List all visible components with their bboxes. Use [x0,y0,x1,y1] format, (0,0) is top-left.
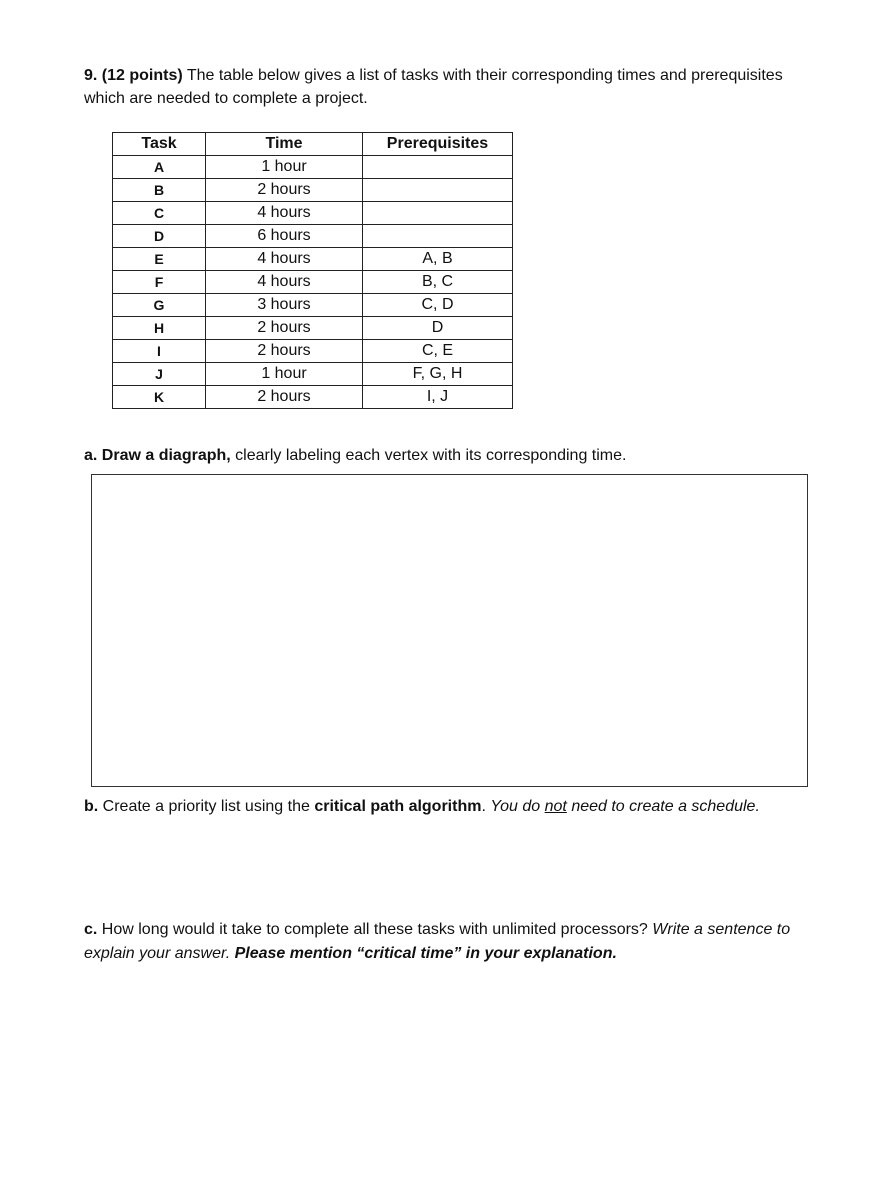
question-number: 9. (12 points) [84,67,183,84]
part-b-bold: critical path algorithm [314,798,482,815]
part-a-text: clearly labeling each vertex with its corresponding time. [230,447,627,464]
table-row [113,340,513,363]
prereq-cell [363,202,513,225]
header-prerequisites: Prerequisites [363,133,513,156]
time-cell: 2 hours [206,340,363,363]
part-b-italic1: You do [490,798,545,815]
diagraph-answer-box[interactable] [91,474,808,787]
prereq-cell: C, D [363,294,513,317]
table-row [113,225,513,248]
time-cell: 4 hours [206,202,363,225]
table-row [113,202,513,225]
part-c-italic: Write a sentence to explain your answer. [84,921,791,962]
table-row [113,156,513,179]
part-b-italic2: need to create a schedule. [566,798,760,815]
part-c-prompt [84,918,804,966]
task-cell: G [113,294,206,317]
time-cell: 2 hours [206,317,363,340]
time-cell: 1 hour [206,363,363,386]
prereq-cell [363,179,513,202]
table-header-row [113,133,513,156]
part-a-label: a. Draw a diagraph, [84,447,231,464]
table-row [113,271,513,294]
prereq-cell [363,156,513,179]
time-cell: 4 hours [206,271,363,294]
task-cell: J [113,363,206,386]
part-c-text: How long would it take to complete all these tasks with unlimited processors? [97,921,653,938]
task-cell: E [113,248,206,271]
time-cell: 1 hour [206,156,363,179]
time-cell: 2 hours [206,386,363,409]
prereq-cell: C, E [363,340,513,363]
question-header [84,64,784,110]
task-cell: C [113,202,206,225]
time-cell: 6 hours [206,225,363,248]
table-row [113,248,513,271]
part-c-label: c. [84,921,98,938]
table-row [113,363,513,386]
task-cell: I [113,340,206,363]
time-cell: 3 hours [206,294,363,317]
task-cell: F [113,271,206,294]
prereq-cell: B, C [363,271,513,294]
table-row [113,386,513,409]
prereq-cell [363,225,513,248]
part-b-text: Create a priority list using the [98,798,315,815]
header-task: Task [113,133,206,156]
task-cell: H [113,317,206,340]
table-row [113,294,513,317]
part-b-underline: not [544,798,567,815]
task-cell: B [113,179,206,202]
part-a-prompt [84,447,626,465]
prereq-cell: D [363,317,513,340]
part-b-text2: . [481,798,491,815]
task-table [112,132,513,409]
prereq-cell: F, G, H [363,363,513,386]
part-b-prompt [84,798,760,816]
table-row [113,179,513,202]
time-cell: 4 hours [206,248,363,271]
task-cell: K [113,386,206,409]
header-time: Time [206,133,363,156]
part-c-bold-italic: Please mention “critical time” in your explanation. [234,945,617,962]
time-cell: 2 hours [206,179,363,202]
task-cell: D [113,225,206,248]
task-cell: A [113,156,206,179]
prereq-cell: I, J [363,386,513,409]
question-text: The table below gives a list of tasks with their corresponding times and prerequisites which are needed to complete a project. [84,67,783,107]
prereq-cell: A, B [363,248,513,271]
table-row [113,317,513,340]
part-b-label: b. [84,798,99,815]
